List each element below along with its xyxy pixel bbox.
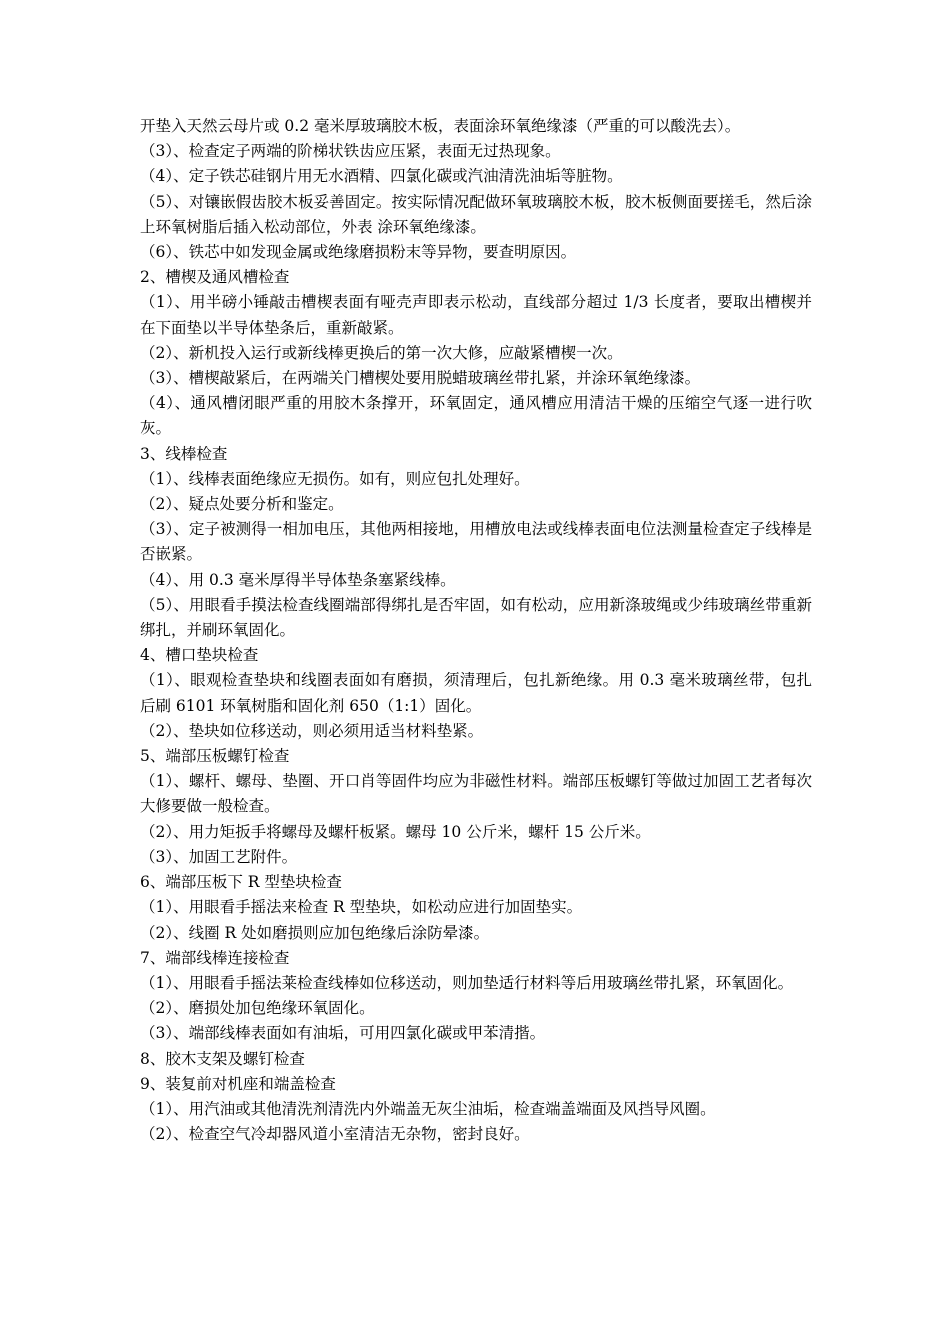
paragraph: （3）、检查定子两端的阶梯状铁齿应压紧，表面无过热现象。 [140, 142, 561, 161]
paragraph: （2）、用力矩扳手将螺母及螺杆板紧。螺母 10 公斤米，螺杆 15 公斤米。 [140, 822, 651, 841]
paragraph: （4）、定子铁芯硅钢片用无水酒精、四氯化碳或汽油清洗油垢等脏物。 [140, 167, 623, 186]
section-heading: 6、端部压板下 R 型垫块检查 [140, 873, 342, 892]
section-heading: 2、槽楔及通风槽检查 [140, 268, 290, 287]
paragraph: （1）、用半磅小锤敲击槽楔表面有哑壳声即表示松动，直线部分超过 1/3 长度者，要取出槽楔并在下面垫以半导体垫条后，重新敲紧。 [140, 293, 812, 337]
paragraph: （3）、定子被测得一相加电压，其他两相接地，用槽放电法或线棒表面电位法测量检查定子线棒是否嵌紧。 [140, 520, 812, 564]
paragraph: （2）、垫块如位移送动，则必须用适当材料垫紧。 [140, 721, 484, 740]
paragraph: 开垫入天然云母片或 0.2 毫米厚玻璃胶木板，表面涂环氧绝缘漆（严重的可以酸洗去）。 [140, 117, 741, 135]
section-heading: 4、槽口垫块检查 [140, 646, 259, 665]
paragraph: （1）、用眼看手摇法来检查 R 型垫块，如松动应进行加固垫实。 [140, 898, 583, 917]
paragraph: （4）、用 0.3 毫米厚得半导体垫条塞紧线棒。 [140, 570, 456, 589]
paragraph: （1）、螺杆、螺母、垫圈、开口肖等固件均应为非磁性材料。端部压板螺钉等做过加固工艺者每次大修要做一般检查。 [140, 772, 812, 816]
section-heading: 7、端部线棒连接检查 [140, 948, 290, 967]
paragraph: （1）、眼观检查垫块和线圈表面如有磨损，须清理后，包扎新绝缘。用 0.3 毫米玻璃丝带，包扎后刷 6101 环氧树脂和固化剂 650（1:1）固化。 [140, 671, 812, 715]
paragraph: （2）、磨损处加包绝缘环氧固化。 [140, 999, 375, 1018]
section-heading: 8、胶木支架及螺钉检查 [140, 1049, 305, 1068]
paragraph: （6）、铁芯中如发现金属或绝缘磨损粉末等异物，要查明原因。 [140, 243, 577, 262]
paragraph: （5）、用眼看手摸法检查线圈端部得绑扎是否牢固，如有松动，应用新涤玻绳或少纬玻璃丝带重新绑扎，并刷环氧固化。 [140, 595, 812, 640]
paragraph: （4）、通风槽闭眼严重的用胶木条撑开，环氧固定，通风槽应用清洁干燥的压缩空气逐一进行吹灰。 [140, 394, 812, 438]
section-heading: 9、装复前对机座和端盖检查 [140, 1074, 336, 1093]
paragraph: （3）、槽楔敲紧后，在两端关门槽楔处要用脱蜡玻璃丝带扎紧，并涂环氧绝缘漆。 [140, 369, 701, 388]
paragraph: （1）、用眼看手摇法莱检查线棒如位移送动，则加垫适行材料等后用玻璃丝带扎紧，环氧固化。 [140, 973, 794, 992]
paragraph: （3）、端部线棒表面如有油垢，可用四氯化碳或甲苯清揩。 [140, 1024, 546, 1043]
paragraph: （1）、线棒表面绝缘应无损伤。如有，则应包扎处理好。 [140, 469, 530, 488]
section-heading: 3、线棒检查 [140, 444, 228, 463]
paragraph: （2）、线圈 R 处如磨损则应加包绝缘后涂防晕漆。 [140, 923, 490, 942]
paragraph: （5）、对镶嵌假齿胶木板妥善固定。按实际情况配做环氧玻璃胶木板，胶木板侧面要搓毛，然后涂上环氧树脂后插入松动部位，外表 涂环氧绝缘漆。 [140, 192, 812, 236]
paragraph: （2）、新机投入运行或新线棒更换后的第一次大修，应敲紧槽楔一次。 [140, 343, 623, 362]
section-heading: 5、端部压板螺钉检查 [140, 747, 290, 766]
document-page [140, 114, 812, 1147]
paragraph: （2）、检查空气冷却器风道小室清洁无杂物，密封良好。 [140, 1125, 530, 1144]
paragraph: （2）、疑点处要分析和鉴定。 [140, 495, 344, 514]
paragraph: （3）、加固工艺附件。 [140, 847, 298, 866]
paragraph: （1）、用汽油或其他清洗剂清洗内外端盖无灰尘油垢，检查端盖端面及风挡导风圈。 [140, 1099, 716, 1118]
